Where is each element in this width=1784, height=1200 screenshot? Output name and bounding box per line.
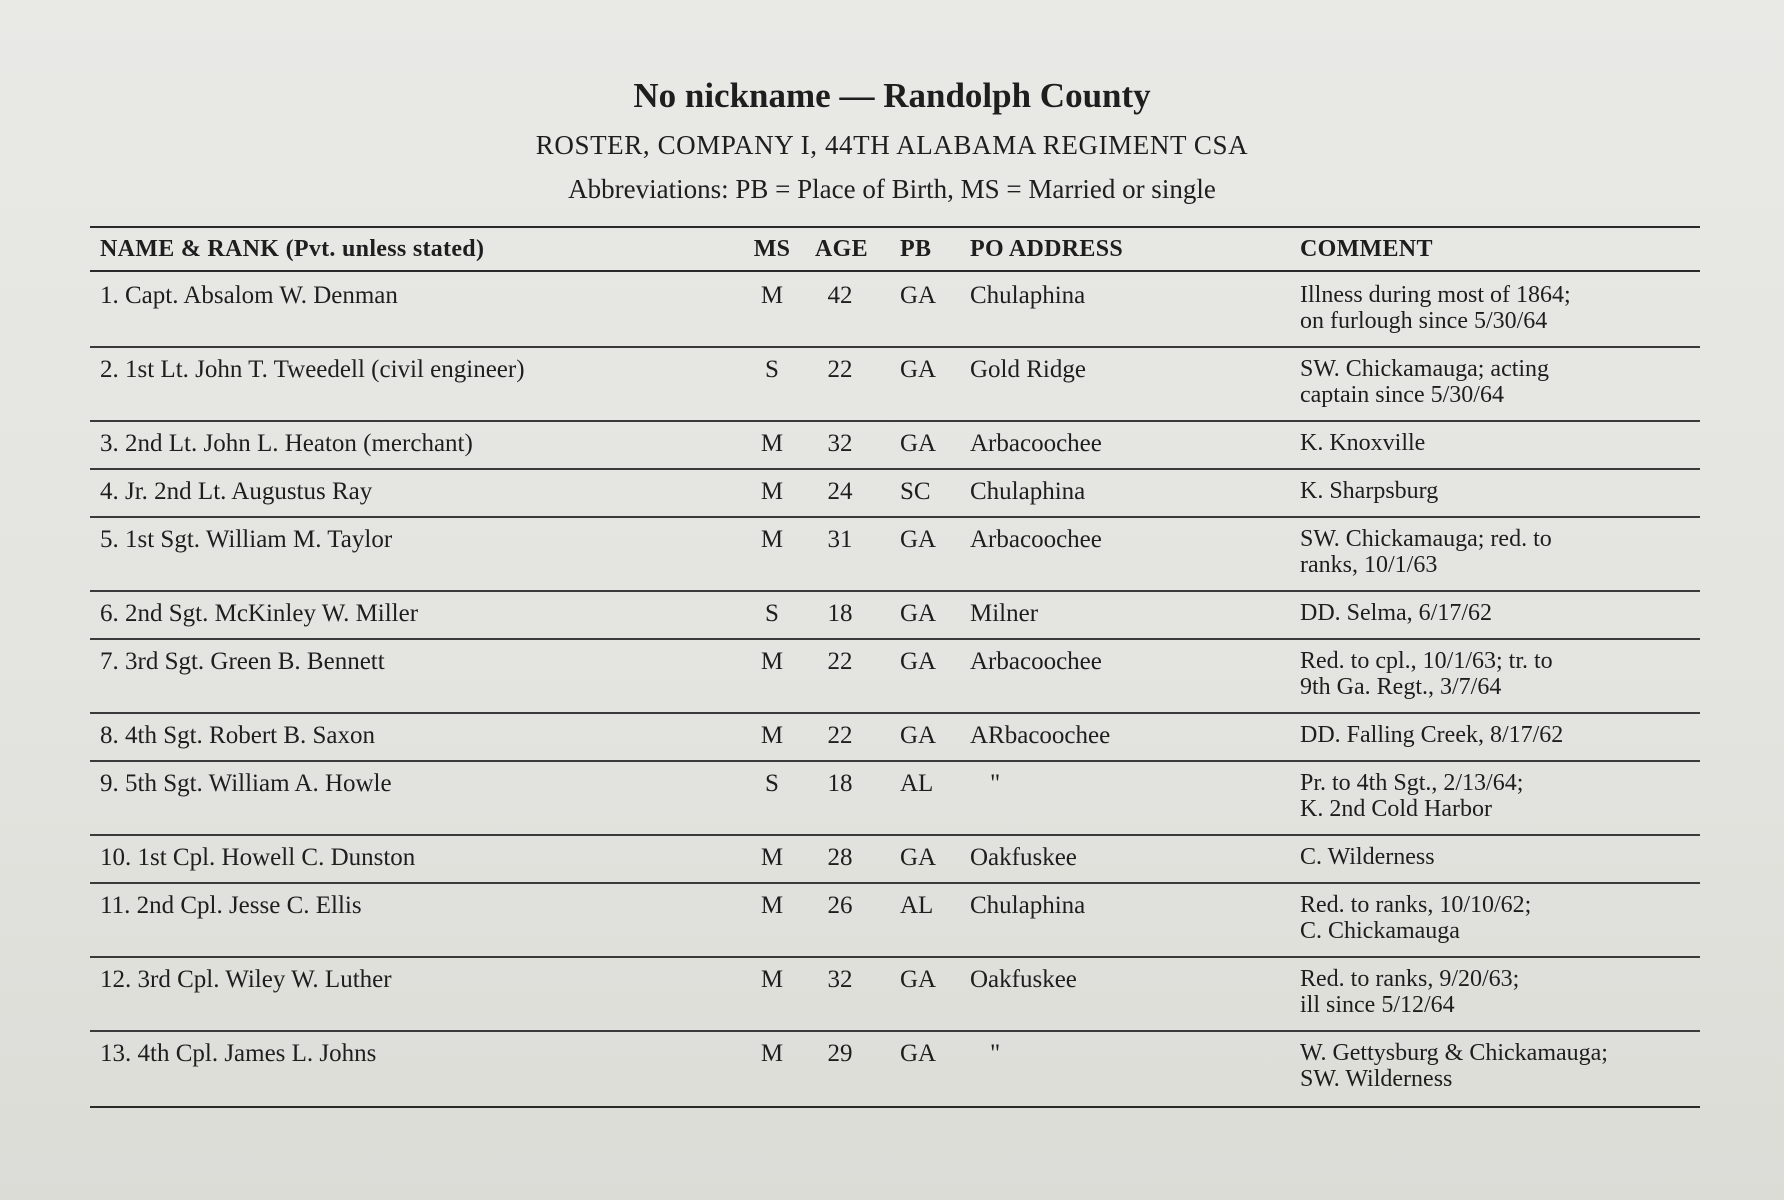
comment-line: DD. Falling Creek, 8/17/62 <box>1300 722 1564 748</box>
row-ms: M <box>760 1040 784 1067</box>
comment-line: K. Knoxville <box>1300 430 1426 456</box>
row-po: Gold Ridge <box>970 356 1086 383</box>
row-pb: GA <box>900 1040 937 1067</box>
header-comment: COMMENT <box>1300 236 1433 262</box>
row-ms: S <box>765 600 779 627</box>
roster-subtitle: ROSTER, COMPANY I, 44TH ALABAMA REGIMENT CSA <box>535 130 1249 160</box>
row-name: 11. 2nd Cpl. Jesse C. Ellis <box>100 892 362 919</box>
comment-line: K. 2nd Cold Harbor <box>1300 796 1492 822</box>
row-comment <box>1300 892 1680 944</box>
row-pb: GA <box>900 648 937 675</box>
header-po: PO ADDRESS <box>970 236 1124 262</box>
comment-line: C. Wilderness <box>1300 844 1435 870</box>
row-pb: GA <box>900 844 937 871</box>
row-name: 9. 5th Sgt. William A. Howle <box>100 770 392 797</box>
row-pb: AL <box>900 892 934 919</box>
comment-line: Pr. to 4th Sgt., 2/13/64; <box>1300 770 1524 796</box>
comment-line: SW. Chickamauga; red. to <box>1300 526 1552 552</box>
row-ms: M <box>760 648 784 675</box>
row-ms: S <box>765 770 779 797</box>
row-age: 18 <box>827 770 853 797</box>
row-name: 10. 1st Cpl. Howell C. Dunston <box>100 844 416 871</box>
row-divider <box>90 420 1700 422</box>
row-po-ditto: " <box>990 770 1001 797</box>
table-bottom-rule <box>90 1106 1700 1108</box>
row-ms: S <box>765 356 779 383</box>
row-name: 5. 1st Sgt. William M. Taylor <box>100 526 393 553</box>
comment-line: C. Chickamauga <box>1300 918 1460 944</box>
comment-line: captain since 5/30/64 <box>1300 382 1504 408</box>
comment-line: Red. to cpl., 10/1/63; tr. to <box>1300 648 1553 674</box>
comment-line: W. Gettysburg & Chickamauga; <box>1300 1040 1608 1066</box>
row-pb: SC <box>900 478 931 505</box>
row-divider <box>90 468 1700 470</box>
row-divider <box>90 760 1700 762</box>
row-name: 12. 3rd Cpl. Wiley W. Luther <box>100 966 392 993</box>
row-comment <box>1300 844 1680 870</box>
row-age: 32 <box>827 966 853 993</box>
row-comment <box>1300 356 1680 408</box>
row-po: ARbacoochee <box>970 722 1111 749</box>
row-po: Chulaphina <box>970 478 1086 505</box>
comment-line: ranks, 10/1/63 <box>1300 552 1438 578</box>
header-ms: MS <box>753 236 791 262</box>
row-age: 29 <box>827 1040 853 1067</box>
comment-line: on furlough since 5/30/64 <box>1300 308 1548 334</box>
header-rule <box>90 270 1700 272</box>
row-pb: AL <box>900 770 934 797</box>
row-pb: GA <box>900 282 937 309</box>
row-ms: M <box>760 430 784 457</box>
row-name: 4. Jr. 2nd Lt. Augustus Ray <box>100 478 373 505</box>
row-age: 24 <box>827 478 853 505</box>
comment-line: SW. Chickamauga; acting <box>1300 356 1550 382</box>
row-comment <box>1300 722 1680 748</box>
row-age: 26 <box>827 892 853 919</box>
abbreviations-line: Abbreviations: PB = Place of Birth, MS = Married or single <box>568 174 1216 204</box>
row-ms: M <box>760 844 784 871</box>
row-ms: M <box>760 722 784 749</box>
row-age: 18 <box>827 600 853 627</box>
row-name: 2. 1st Lt. John T. Tweedell (civil engineer) <box>100 356 525 383</box>
comment-line: 9th Ga. Regt., 3/7/64 <box>1300 674 1502 700</box>
table-top-rule <box>90 226 1700 228</box>
comment-line: DD. Selma, 6/17/62 <box>1300 600 1492 626</box>
row-pb: GA <box>900 356 937 383</box>
row-name: 7. 3rd Sgt. Green B. Bennett <box>100 648 385 675</box>
row-po: Arbacoochee <box>970 526 1102 553</box>
row-divider <box>90 1030 1700 1032</box>
row-po: Milner <box>970 600 1039 627</box>
row-divider <box>90 346 1700 348</box>
row-pb: GA <box>900 600 937 627</box>
row-divider <box>90 956 1700 958</box>
comment-line: SW. Wilderness <box>1300 1066 1453 1092</box>
row-po: Chulaphina <box>970 892 1086 919</box>
row-po: Oakfuskee <box>970 844 1077 871</box>
row-ms: M <box>760 282 784 309</box>
row-name: 1. Capt. Absalom W. Denman <box>100 282 398 309</box>
row-age: 22 <box>827 648 853 675</box>
row-ms: M <box>760 526 784 553</box>
row-age: 32 <box>827 430 853 457</box>
row-po: Chulaphina <box>970 282 1086 309</box>
row-comment <box>1300 770 1680 822</box>
row-divider <box>90 590 1700 592</box>
row-age: 42 <box>827 282 853 309</box>
row-name: 8. 4th Sgt. Robert B. Saxon <box>100 722 376 749</box>
row-po: Arbacoochee <box>970 648 1102 675</box>
row-comment <box>1300 648 1680 700</box>
row-comment <box>1300 600 1680 626</box>
row-comment <box>1300 430 1680 456</box>
row-po: Oakfuskee <box>970 966 1077 993</box>
comment-line: Red. to ranks, 10/10/62; <box>1300 892 1532 918</box>
row-ms: M <box>760 478 784 505</box>
row-name: 6. 2nd Sgt. McKinley W. Miller <box>100 600 419 627</box>
row-name: 3. 2nd Lt. John L. Heaton (merchant) <box>100 430 473 457</box>
row-age: 28 <box>827 844 853 871</box>
row-po: Arbacoochee <box>970 430 1102 457</box>
comment-line: ill since 5/12/64 <box>1300 992 1455 1018</box>
row-po-ditto: " <box>990 1040 1001 1067</box>
page-title: No nickname — Randolph County <box>633 76 1151 115</box>
row-pb: GA <box>900 722 937 749</box>
row-name: 13. 4th Cpl. James L. Johns <box>100 1040 377 1067</box>
row-comment <box>1300 478 1680 504</box>
row-pb: GA <box>900 526 937 553</box>
header-name: NAME & RANK (Pvt. unless stated) <box>100 236 485 262</box>
row-comment <box>1300 526 1680 578</box>
row-comment <box>1300 966 1680 1018</box>
row-age: 31 <box>827 526 853 553</box>
row-ms: M <box>760 892 784 919</box>
row-divider <box>90 882 1700 884</box>
header-age: AGE <box>815 236 868 262</box>
comment-line: Illness during most of 1864; <box>1300 282 1571 308</box>
row-divider <box>90 834 1700 836</box>
row-divider <box>90 638 1700 640</box>
row-age: 22 <box>827 356 853 383</box>
row-ms: M <box>760 966 784 993</box>
comment-line: Red. to ranks, 9/20/63; <box>1300 966 1520 992</box>
row-divider <box>90 712 1700 714</box>
row-age: 22 <box>827 722 853 749</box>
row-pb: GA <box>900 966 937 993</box>
row-divider <box>90 516 1700 518</box>
row-comment <box>1300 1040 1680 1092</box>
row-pb: GA <box>900 430 937 457</box>
comment-line: K. Sharpsburg <box>1300 478 1439 504</box>
row-comment <box>1300 282 1680 334</box>
header-pb: PB <box>900 236 932 262</box>
